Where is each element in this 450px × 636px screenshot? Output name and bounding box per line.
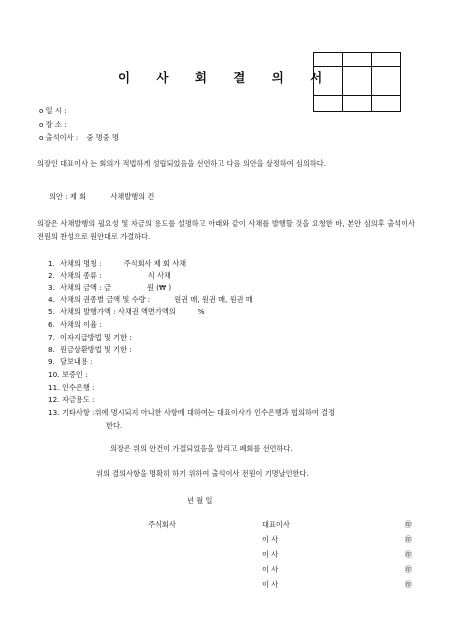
item-label: 사채의 명칭 :: [60, 259, 102, 268]
item-number: 2.: [48, 271, 55, 280]
item-value: 주식회사 제 회 사채: [123, 259, 187, 268]
agenda-title: 사채발행의 건: [110, 192, 155, 201]
item-number: 12.: [48, 395, 60, 404]
item-label: 기타사항 :: [62, 408, 95, 417]
item-value: 위에 명시되지 아니한 사항에 대하여는 대표이사가 인수은행과 협의하여 결정: [94, 408, 335, 417]
explanation-paragraph: 의장은 사채발행의 필요성 및 자금의 용도를 설명하고 아래와 같이 사채를 발행할 것을 요청한 바, 본안 심의후 출석이사 전원의 찬성으로 원안대로 가결하다.: [37, 219, 415, 241]
document-title: 이 사 회 결 의 서: [118, 70, 334, 85]
approval-cell: [343, 67, 372, 96]
list-item: [48, 333, 132, 343]
list-item: [48, 408, 335, 418]
signatory-role: 이 사: [262, 550, 279, 559]
item-label: 사채의 발행가액 : 사채권 액면가액의: [60, 307, 176, 316]
item-label: 이자지급방법 및 기한 :: [60, 333, 132, 342]
list-item: [48, 320, 102, 330]
approval-cell: [314, 96, 343, 112]
signature-row: [262, 550, 412, 560]
item-number: 8.: [48, 345, 55, 354]
item-label: 사채의 권종별 금액 및 수량 :: [60, 295, 151, 304]
seal-icon: ㊞: [404, 550, 412, 559]
item-value: 원 (₩ ): [146, 283, 172, 292]
item-continuation: 한다.: [106, 421, 123, 430]
item-number: 3.: [48, 283, 55, 292]
seal-icon: ㊞: [404, 565, 412, 574]
item-number: 1.: [48, 259, 55, 268]
item-value: 원권 매, 원권 매, 원권 매: [174, 295, 253, 304]
intro-paragraph: 의장인 대표이사 는 회의가 적법하게 성립되었음을 선언하고 다음 의안을 상정하여 심의하다.: [37, 159, 326, 168]
agenda-line: [49, 192, 154, 202]
list-item: [48, 271, 171, 281]
item-label: 사채의 금액 : 금: [60, 283, 111, 292]
item-number: 5.: [48, 307, 55, 316]
seal-icon: ㊞: [404, 535, 412, 544]
item-number: 7.: [48, 333, 55, 342]
approval-cell: [343, 96, 372, 112]
seal-icon: ㊞: [404, 580, 412, 589]
signature-row: [262, 565, 412, 575]
approval-box: [313, 52, 401, 112]
item-value: 식 사채: [147, 271, 171, 280]
item-number: 9.: [48, 357, 55, 366]
list-item: [48, 259, 186, 269]
list-item: [48, 295, 253, 305]
company-name: 주식회사: [148, 520, 176, 529]
field-label: o 장 소 :: [39, 120, 67, 129]
item-label: 원금상환방법 및 기한 :: [60, 345, 132, 354]
item-value: %: [197, 307, 205, 316]
item-label: 담보내용 :: [60, 357, 93, 366]
list-item: [48, 357, 92, 367]
field-label: o 출석이사 :: [39, 133, 79, 142]
item-label: 사채의 종류 :: [60, 271, 102, 280]
item-number: 13.: [48, 408, 60, 417]
approval-cell: [314, 67, 343, 96]
field-label: o 일 시 :: [39, 106, 67, 115]
place-field: [39, 120, 67, 130]
field-value: 중 명중 명: [86, 133, 119, 142]
signature-row: [262, 520, 412, 530]
list-item: [48, 383, 94, 393]
item-label: 사채의 이율 :: [60, 320, 102, 329]
signatory-role: 이 사: [262, 565, 279, 574]
signature-row: [262, 580, 412, 590]
signature-row: [262, 535, 412, 545]
list-item: [48, 283, 171, 293]
approval-cell: [372, 53, 401, 67]
signatory-role: 대표이사: [262, 520, 290, 529]
agenda-label: 의안 : 제 회: [49, 192, 87, 201]
item-number: 6.: [48, 320, 55, 329]
approval-cell: [372, 96, 401, 112]
list-item: [48, 307, 205, 317]
signatory-role: 이 사: [262, 580, 279, 589]
item-number: 10.: [48, 370, 60, 379]
list-item: [48, 345, 132, 355]
item-label: 보증인 :: [62, 370, 88, 379]
item-number: 11.: [48, 383, 60, 392]
signatory-role: 이 사: [262, 535, 279, 544]
list-item: [48, 395, 94, 405]
date-field: [39, 106, 67, 116]
approval-cell: [343, 53, 372, 67]
item-number: 4.: [48, 295, 55, 304]
item-label: 인수은행 :: [62, 383, 95, 392]
closing-statement: 의장은 위의 안건이 가결되었음을 알리고 폐회를 선언하다.: [110, 444, 293, 453]
signing-statement: 위의 결의사항을 명확히 하기 위하여 출석이사 전원이 기명날인한다.: [96, 469, 309, 478]
item-label: 자금용도 :: [62, 395, 95, 404]
approval-cell: [314, 53, 343, 67]
date-line: 년 월 일: [187, 496, 213, 505]
seal-icon: ㊞: [404, 520, 412, 529]
approval-cell: [372, 67, 401, 96]
list-item: [48, 370, 88, 380]
attendees-field: [39, 133, 119, 143]
